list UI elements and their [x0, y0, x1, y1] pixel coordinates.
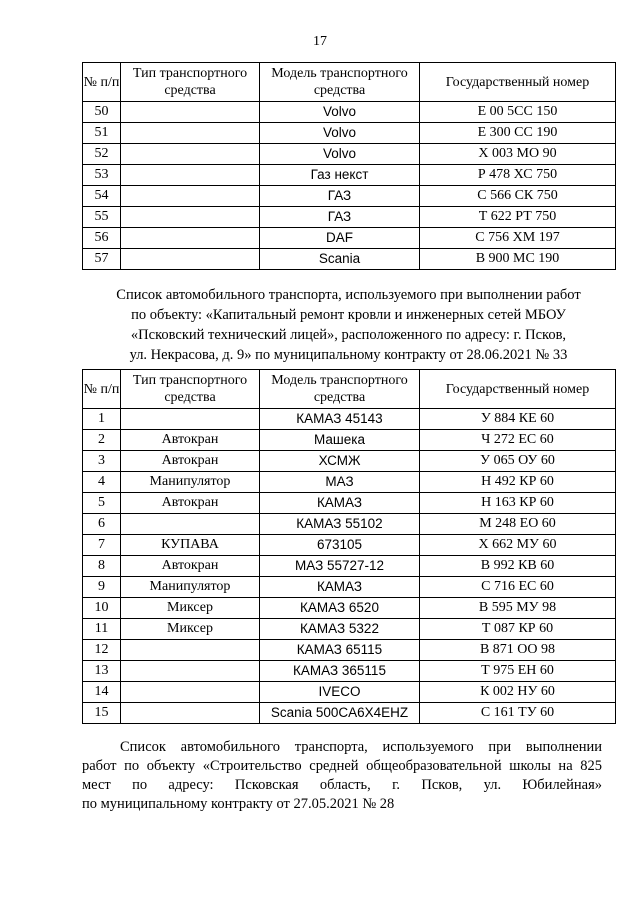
cell-reg: Ч 272 ЕС 60 [420, 430, 616, 451]
table-header-row [83, 370, 616, 409]
cell-type [121, 144, 260, 165]
cell-num: 12 [83, 640, 121, 661]
cell-type [121, 249, 260, 270]
header-reg: Государственный номер [420, 63, 616, 102]
header-num: № п/п [83, 370, 121, 409]
cell-num: 7 [83, 535, 121, 556]
cell-type: КУПАВА [121, 535, 260, 556]
cell-type: Манипулятор [121, 472, 260, 493]
table-row [83, 102, 616, 123]
cell-type [121, 102, 260, 123]
cell-type: Манипулятор [121, 577, 260, 598]
cell-num: 53 [83, 165, 121, 186]
paragraph-line: по муниципальному контракту от 27.05.2021 № 28 [82, 796, 395, 812]
cell-model: МАЗ [260, 472, 420, 493]
table-row [83, 144, 616, 165]
cell-num: 56 [83, 228, 121, 249]
cell-type: Автокран [121, 556, 260, 577]
cell-type [121, 661, 260, 682]
cell-type [121, 165, 260, 186]
cell-num: 3 [83, 451, 121, 472]
cell-num: 52 [83, 144, 121, 165]
cell-type: Миксер [121, 598, 260, 619]
table-2-caption [82, 285, 615, 365]
cell-reg: В 595 МУ 98 [420, 598, 616, 619]
table-row [83, 493, 616, 514]
header-model: Модель транспортного средства [260, 370, 420, 409]
header-type: Тип транспортного средства [121, 370, 260, 409]
cell-model: КАМАЗ 5322 [260, 619, 420, 640]
cell-model: КАМАЗ 45143 [260, 409, 420, 430]
table-row [83, 619, 616, 640]
header-type: Тип транспортного средства [121, 63, 260, 102]
cell-model: ХСМЖ [260, 451, 420, 472]
cell-model: Scania [260, 249, 420, 270]
cell-type [121, 640, 260, 661]
table-row [83, 682, 616, 703]
cell-reg: К 002 НУ 60 [420, 682, 616, 703]
cell-model: Volvo [260, 144, 420, 165]
table-row [83, 123, 616, 144]
cell-num: 51 [83, 123, 121, 144]
cell-num: 13 [83, 661, 121, 682]
table-row [83, 186, 616, 207]
cell-model: Scania 500CA6X4EHZ [260, 703, 420, 724]
caption-line: «Псковский технический лицей», расположенного по адресу: г. Псков, [130, 327, 567, 343]
vehicle-table-1 [82, 62, 616, 270]
table-row [83, 228, 616, 249]
cell-type [121, 186, 260, 207]
cell-type: Автокран [121, 430, 260, 451]
cell-num: 50 [83, 102, 121, 123]
cell-reg: Е 300 СС 190 [420, 123, 616, 144]
cell-num: 2 [83, 430, 121, 451]
table-row [83, 556, 616, 577]
cell-num: 10 [83, 598, 121, 619]
cell-reg: С 716 ЕС 60 [420, 577, 616, 598]
header-reg: Государственный номер [420, 370, 616, 409]
cell-model: DAF [260, 228, 420, 249]
cell-num: 15 [83, 703, 121, 724]
cell-reg: Х 003 МО 90 [420, 144, 616, 165]
cell-reg: Н 163 КР 60 [420, 493, 616, 514]
cell-model: Газ некст [260, 165, 420, 186]
cell-num: 1 [83, 409, 121, 430]
cell-reg: Е 00 5СС 150 [420, 102, 616, 123]
cell-model: ГАЗ [260, 207, 420, 228]
caption-line: Список автомобильного транспорта, используемого при выполнении работ [116, 287, 581, 303]
cell-num: 4 [83, 472, 121, 493]
cell-reg: Т 975 ЕН 60 [420, 661, 616, 682]
caption-line: ул. Некрасова, д. 9» по муниципальному контракту от 28.06.2021 № 33 [129, 347, 568, 363]
paragraph-line: работ по объекту «Строительство средней общеобразовательной школы на 825 [82, 758, 602, 774]
cell-reg: У 884 КЕ 60 [420, 409, 616, 430]
cell-type: Автокран [121, 493, 260, 514]
cell-type [121, 123, 260, 144]
table-row [83, 165, 616, 186]
cell-num: 14 [83, 682, 121, 703]
cell-num: 54 [83, 186, 121, 207]
cell-num: 9 [83, 577, 121, 598]
cell-type [121, 514, 260, 535]
cell-reg: С 161 ТУ 60 [420, 703, 616, 724]
cell-reg: У 065 ОУ 60 [420, 451, 616, 472]
table-row [83, 598, 616, 619]
table-3-intro-paragraph [82, 738, 602, 814]
cell-type [121, 409, 260, 430]
cell-model: КАМАЗ 6520 [260, 598, 420, 619]
cell-num: 8 [83, 556, 121, 577]
table-row [83, 472, 616, 493]
table-row [83, 430, 616, 451]
cell-model: IVECO [260, 682, 420, 703]
cell-model: Volvo [260, 102, 420, 123]
cell-reg: Т 087 КР 60 [420, 619, 616, 640]
table-row [83, 640, 616, 661]
cell-reg: Т 622 РТ 750 [420, 207, 616, 228]
cell-type: Автокран [121, 451, 260, 472]
cell-type [121, 228, 260, 249]
table-row [83, 409, 616, 430]
table-row [83, 577, 616, 598]
cell-reg: В 871 ОО 98 [420, 640, 616, 661]
table-row [83, 514, 616, 535]
cell-model: КАМАЗ [260, 493, 420, 514]
cell-model: МАЗ 55727-12 [260, 556, 420, 577]
cell-reg: М 248 ЕО 60 [420, 514, 616, 535]
cell-model: КАМАЗ 55102 [260, 514, 420, 535]
paragraph-line: Список автомобильного транспорта, используемого при выполнении [120, 739, 602, 755]
cell-num: 55 [83, 207, 121, 228]
vehicle-table-2 [82, 369, 616, 724]
table-row [83, 703, 616, 724]
table-row [83, 249, 616, 270]
caption-line: по объекту: «Капитальный ремонт кровли и инженерных сетей МБОУ [131, 307, 566, 323]
table-row [83, 535, 616, 556]
cell-model: ГАЗ [260, 186, 420, 207]
cell-reg: С 756 ХМ 197 [420, 228, 616, 249]
cell-reg: Н 492 КР 60 [420, 472, 616, 493]
cell-reg: В 992 КВ 60 [420, 556, 616, 577]
cell-model: КАМАЗ [260, 577, 420, 598]
cell-type [121, 682, 260, 703]
cell-reg: В 900 МС 190 [420, 249, 616, 270]
header-num: № п/п [83, 63, 121, 102]
cell-num: 11 [83, 619, 121, 640]
cell-reg: Р 478 ХС 750 [420, 165, 616, 186]
cell-num: 6 [83, 514, 121, 535]
cell-reg: С 566 СК 750 [420, 186, 616, 207]
cell-type: Миксер [121, 619, 260, 640]
header-model: Модель транспортного средства [260, 63, 420, 102]
cell-type [121, 703, 260, 724]
cell-model: 673105 [260, 535, 420, 556]
cell-num: 57 [83, 249, 121, 270]
cell-num: 5 [83, 493, 121, 514]
table-row [83, 451, 616, 472]
cell-model: КАМАЗ 65115 [260, 640, 420, 661]
table-row [83, 661, 616, 682]
table-header-row [83, 63, 616, 102]
cell-model: Машека [260, 430, 420, 451]
cell-reg: Х 662 МУ 60 [420, 535, 616, 556]
cell-model: Volvo [260, 123, 420, 144]
cell-model: КАМАЗ 365115 [260, 661, 420, 682]
paragraph-line: мест по адресу: Псковская область, г. Псков, ул. Юбилейная» [82, 777, 602, 793]
table-row [83, 207, 616, 228]
cell-type [121, 207, 260, 228]
page-number: 17 [313, 34, 327, 49]
